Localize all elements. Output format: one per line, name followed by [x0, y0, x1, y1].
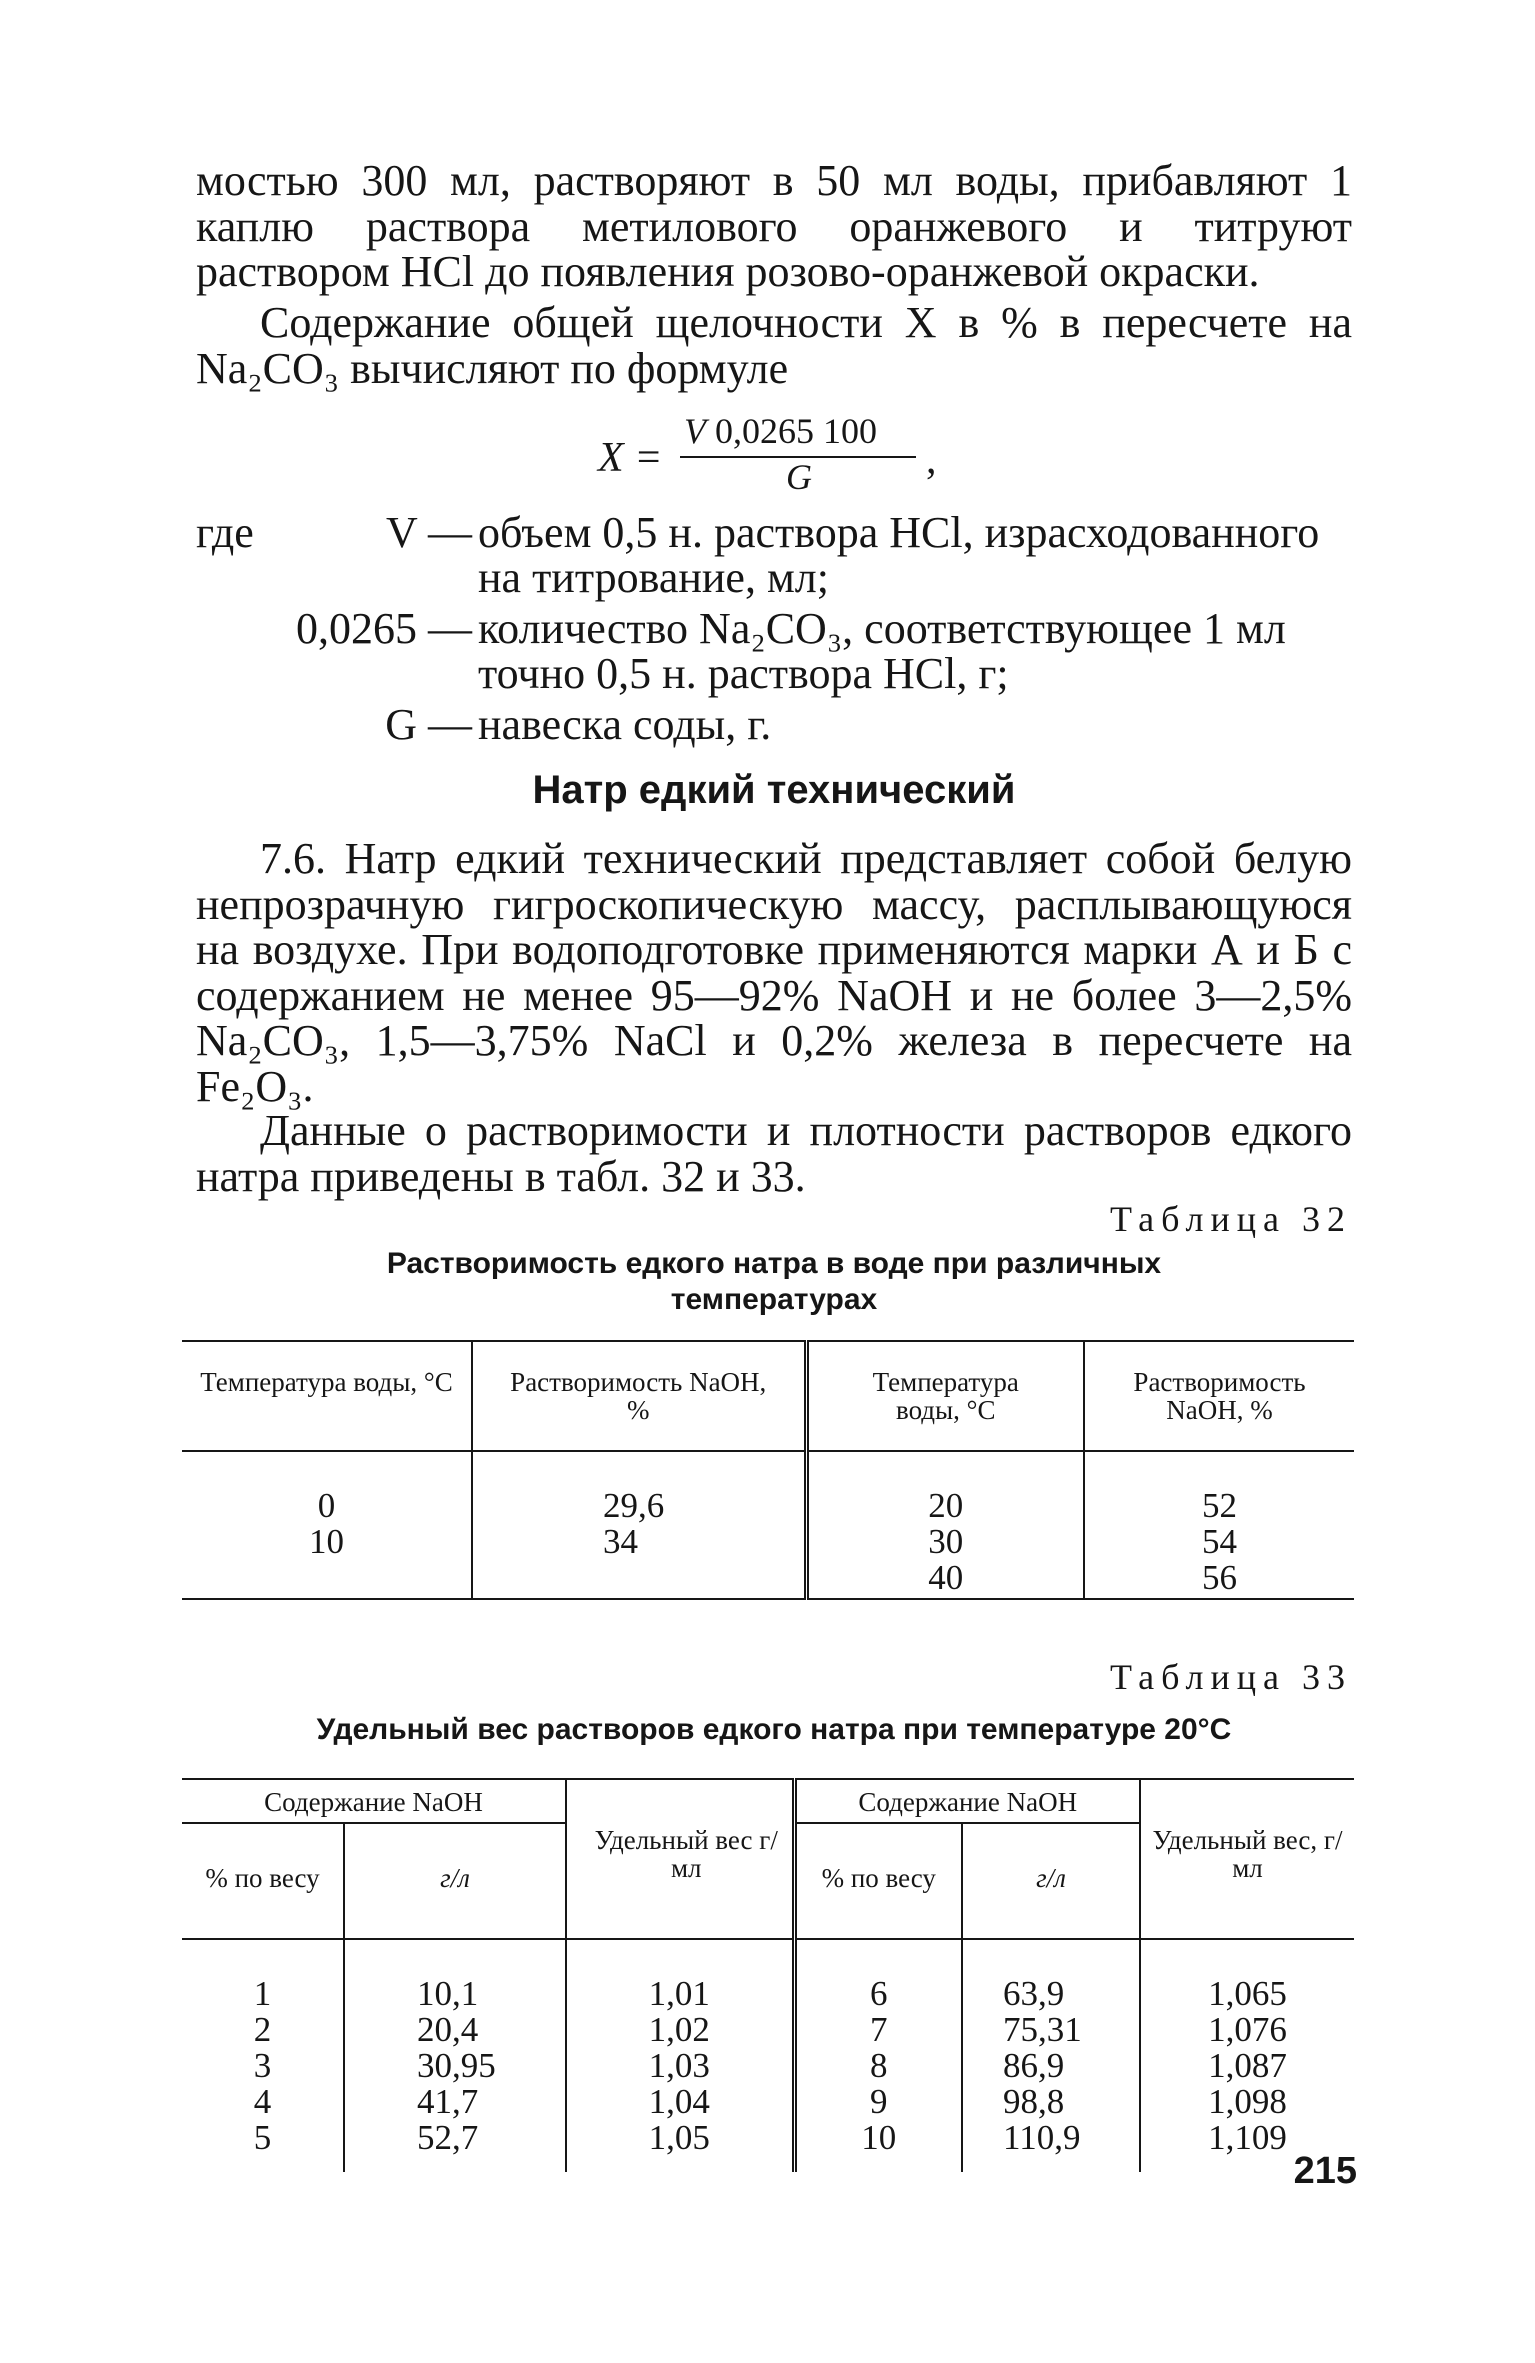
table-header-cell: Удельный вес, г/мл: [1140, 1779, 1354, 1939]
table-header-cell: Температура воды, °С: [182, 1341, 472, 1451]
definition-text: навеска соды, г.: [478, 700, 772, 749]
table-cell-column: [344, 1939, 566, 2172]
definition-item: [196, 606, 1356, 696]
table-cell: 1,076: [1208, 2010, 1287, 2049]
table-cell: 75,31: [1003, 2010, 1082, 2049]
table-cell: 1,03: [648, 2046, 710, 2085]
table-cell: 56: [1202, 1558, 1237, 1597]
table-cell: 6: [870, 1974, 888, 2013]
table-header-row: [182, 1779, 1354, 1823]
table-cell: 4: [253, 2082, 272, 2121]
table-cell: 1: [253, 1974, 272, 2013]
table-group-header: Содержание NaOH: [182, 1779, 566, 1823]
page-number: 215: [1293, 2150, 1357, 2192]
table-cell: 20: [928, 1486, 964, 1525]
table-cell: 9: [870, 2082, 888, 2121]
table-cell: 10: [861, 2118, 897, 2157]
table-cell-column: [472, 1451, 806, 1599]
table-header-cell: Растворимость NaOH, %: [472, 1341, 806, 1451]
table-cell: 98,8: [1003, 2082, 1065, 2121]
formula-numerator: [684, 410, 877, 452]
table-cell-column: [1084, 1451, 1354, 1599]
table-cell: 30: [928, 1522, 964, 1561]
table-cell: 29,6: [603, 1486, 665, 1525]
variable-definitions: [196, 510, 1356, 753]
table-cell-column: [962, 1939, 1140, 2172]
table-header-cell: г/л: [962, 1823, 1140, 1939]
table-cell: 1,098: [1208, 2082, 1287, 2121]
table-cell: 1,065: [1208, 1974, 1287, 2013]
paragraph-alkalinity: Содержание общей щелочности X в % в пересчете на Na₂CO₃ вычисляют по формуле: [196, 298, 1352, 393]
table-cell: 1,109: [1208, 2118, 1287, 2157]
table-group-header: Содержание NaOH: [794, 1779, 1140, 1823]
definition-prefix: где: [196, 508, 254, 557]
table-header-cell: % по весу: [794, 1823, 962, 1939]
definition-term: V —: [386, 508, 472, 557]
table-cell: 8: [870, 2046, 888, 2085]
table-cell: 1,01: [648, 1974, 710, 2013]
table-cell: 52,7: [417, 2118, 479, 2157]
table-header-cell: г/л: [344, 1823, 566, 1939]
table-cell-column: [182, 1939, 344, 2172]
table-cell: 1,05: [648, 2118, 710, 2157]
formula-numerator-rest: 0,0265 100: [715, 411, 877, 451]
definition-item: [196, 510, 1356, 600]
table-cell: 110,9: [1003, 2118, 1081, 2157]
formula-comma: ,: [926, 437, 937, 483]
definition-prefix: [196, 606, 276, 696]
table-32-title-line2: температурах: [670, 1283, 878, 1316]
formula-lhs: X =: [598, 435, 663, 481]
table-cell: 54: [1202, 1522, 1237, 1561]
table-cell: 86,9: [1003, 2046, 1065, 2085]
alkalinity-formula: [590, 410, 950, 510]
table-cell: 10,1: [417, 1974, 479, 2013]
table-header-cell: % по весу: [182, 1823, 344, 1939]
paragraph-tables-reference: Данные о растворимости и плотности растворов едкого натра приведены в табл. 32 и 33.: [196, 1106, 1352, 1201]
table-cell: 52: [1202, 1486, 1237, 1525]
table-header-row: [182, 1341, 1354, 1451]
table-cell-column: [806, 1451, 1084, 1599]
table-cell: 0: [317, 1486, 336, 1525]
table-cell-column: [794, 1939, 962, 2172]
table-body-row: [182, 1939, 1354, 2172]
table-cell: 34: [603, 1522, 638, 1561]
table-cell-column: [182, 1451, 472, 1599]
definition-item: [196, 702, 1356, 747]
section-heading: Натр едкий технический: [532, 768, 1016, 812]
definition-text: объем 0,5 н. раствора HCl, израсходованного на титрование, мл;: [478, 508, 1320, 602]
table-cell: 5: [253, 2118, 272, 2157]
table-cell: 41,7: [417, 2082, 479, 2121]
table-32: [182, 1340, 1354, 1600]
table-33-label: Таблица 33: [1110, 1657, 1352, 1697]
table-cell: 30,95: [417, 2046, 496, 2085]
table-cell: 1,04: [648, 2082, 710, 2121]
table-header-cell: Удельный вес г/мл: [566, 1779, 794, 1939]
table-cell-column: [566, 1939, 794, 2172]
table-cell: 63,9: [1003, 1974, 1065, 2013]
table-header-cell: Температура воды, °С: [806, 1341, 1084, 1451]
table-cell: 40: [928, 1558, 964, 1597]
table-cell: 2: [253, 2010, 272, 2049]
paragraph-titration: мостью 300 мл, растворяют в 50 мл воды, прибавляют 1 каплю раствора метилового оранжевого и титруют раствором HCl до появления розово-оранжевой окраски.: [196, 156, 1352, 296]
table-33: [182, 1778, 1354, 2172]
table-cell: 1,087: [1208, 2046, 1287, 2085]
table-32-title-line1: Растворимость едкого натра в воде при различных: [386, 1247, 1162, 1280]
formula-numerator-var: V: [684, 411, 706, 451]
table-32-title: [196, 1246, 1352, 1318]
table-cell: 20,4: [417, 2010, 479, 2049]
definition-text: количество Na₂CO₃, соответствующее 1 мл точно 0,5 н. раствора HCl, г;: [478, 604, 1286, 698]
formula-denominator: G: [786, 457, 812, 497]
table-row: [182, 1451, 1354, 1599]
table-header-cell: Растворимость NaOH, %: [1084, 1341, 1354, 1451]
table-32-label: Таблица 32: [1110, 1199, 1352, 1239]
table-33-title: Удельный вес растворов едкого натра при температуре 20°С: [316, 1713, 1232, 1746]
table-cell: 7: [870, 2010, 888, 2049]
definition-prefix: [196, 702, 276, 747]
definition-term: 0,0265 —: [296, 604, 472, 653]
table-cell: 10: [309, 1522, 344, 1561]
table-cell: 1,02: [648, 2010, 710, 2049]
definition-term: G —: [385, 700, 472, 749]
table-cell-column: [1140, 1939, 1354, 2172]
table-cell: 3: [253, 2046, 272, 2085]
paragraph-caustic-soda: 7.6. Натр едкий технический представляет собой белую непрозрачную гигроскопическую массу, расплывающуюся на воздухе. При водоподготовке применяются марки А и Б с содержанием не менее 95—92% NaOH и не более 3—2,5% Na₂CO₃, 1,5—3,75% NaCl и 0,2% железа в пересчете на Fe₂O₃.: [196, 834, 1352, 1111]
